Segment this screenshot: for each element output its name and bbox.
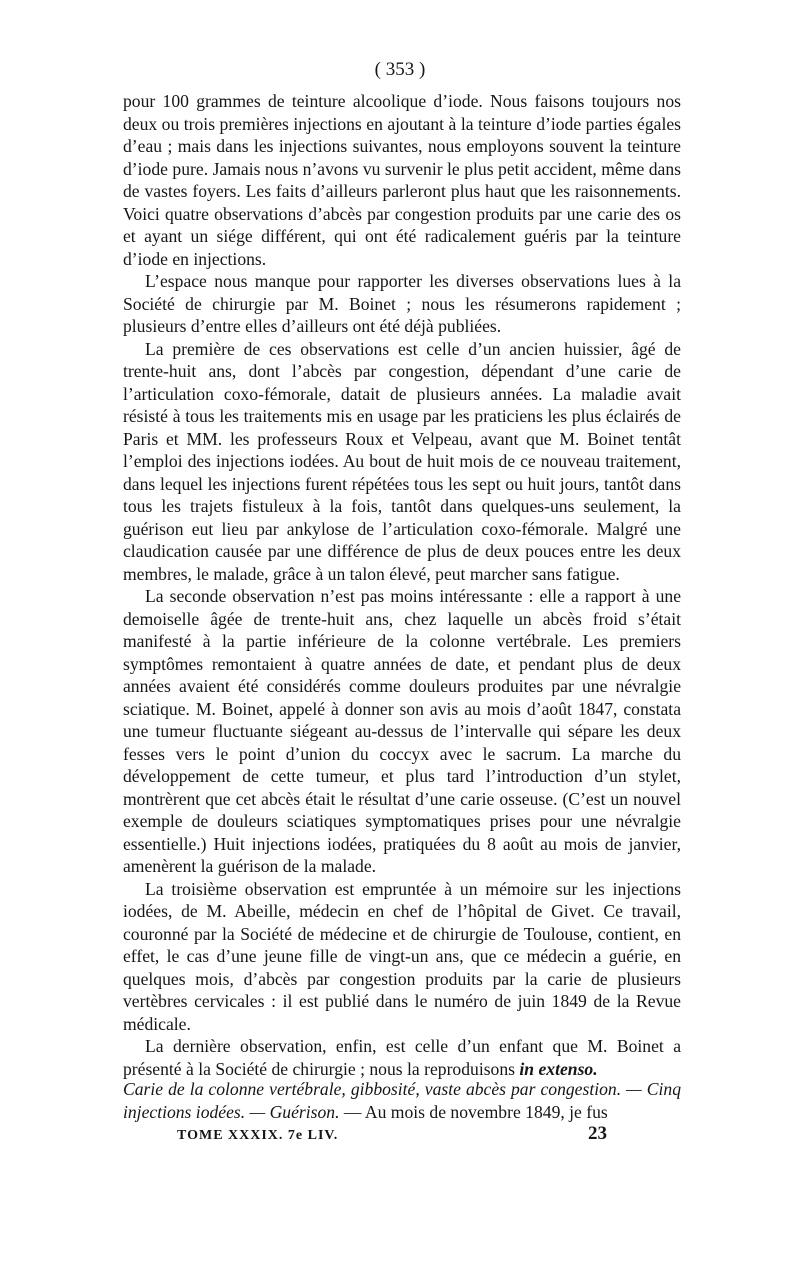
paragraph-last-text: La dernière observation, enfin, est celle d’un enfant que M. Boinet a présenté à la Société de chirurgie ; nous la reproduisons	[123, 1036, 681, 1079]
in-extenso-emphasis: in extenso.	[519, 1058, 598, 1079]
case-heading-title: Carie de la colonne vertébrale, gibbosité, vaste abcès par congestion. — Cinq injections iodées. — Guérison.	[123, 1079, 681, 1122]
page-footer	[177, 1123, 607, 1145]
paragraph-continuation: pour 100 grammes de teinture alcoolique d’iode. Nous faisons toujours nos deux ou trois premières injections en ajoutant à la teinture d’iode parties égales d’eau ; mais dans les injections suivantes, nous employons souvent la teinture d’iode pure. Jamais nous n’avons vu survenir le plus petit accident, même dans de vastes foyers. Les faits d’ailleurs parleront plus haut que les raisonnements. Voici quatre observations d’abcès par congestion produits par une carie des os et ayant un siége différent, qui ont été radicalement guéris par la teinture d’iode en injections.	[123, 91, 681, 269]
paragraph-espace: L’espace nous manque pour rapporter les diverses observations lues à la Société de chirurgie par M. Boinet ; nous les résumerons rapidement ; plusieurs d’entre elles d’ailleurs ont été déjà publiées.	[123, 271, 681, 336]
gathering-signature: 23	[588, 1123, 607, 1144]
body-text	[123, 90, 681, 1080]
case-heading	[123, 1078, 681, 1123]
case-heading-text: — Au mois de novembre 1849, je fus	[339, 1101, 608, 1122]
volume-signature: TOME XXXIX. 7e LIV.	[177, 1128, 339, 1143]
page-number: ( 353 )	[374, 59, 426, 80]
paragraph-last-observation	[123, 1035, 681, 1080]
paragraph-second-observation: La seconde observation n’est pas moins intéressante : elle a rapport à une demoiselle âgée de trente-huit ans, chez laquelle un abcès froid s’était manifesté à la partie inférieure de la colonne vertébrale. Les premiers symptômes remontaient à quatre années de date, et pendant plus de deux années avaient été considérés comme douleurs produites par une névralgie sciatique. M. Boinet, appelé à donner son avis au mois d’août 1847, constata une tumeur fluctuante siégeant au-dessus de l’intervalle qui sépare les deux fesses vers le point d’union du coccyx avec le sacrum. La marche du développement de cette tumeur, et plus tard l’introduction d’un stylet, montrèrent que cet abcès était le résultat d’une carie osseuse. (C’est un nouvel exemple de douleurs sciatiques symptomatiques prises pour une névralgie essentielle.) Huit injections iodées, pratiquées du 8 août au mois de janvier, amenèrent la guérison de la malade.	[123, 586, 681, 876]
paragraph-third-observation: La troisième observation est empruntée à un mémoire sur les injections iodées, de M. Abeille, médecin en chef de l’hôpital de Givet. Ce travail, couronné par la Société de médecine et de chirurgie de Toulouse, contient, en effet, le cas d’une jeune fille de vingt-un ans, que ce médecin a guérie, en quelques mois, d’abcès par congestion produits par la carie de plusieurs vertèbres cervicales : il est publié dans le numéro de juin 1849 de la Revue médicale.	[123, 878, 681, 1034]
paragraph-first-observation: La première de ces observations est celle d’un ancien huissier, âgé de trente-huit ans, dont l’abcès par congestion, dépendant d’une carie de l’articulation coxo-fémorale, datait de plusieurs années. La maladie avait résisté à tous les traitements mis en usage par les praticiens les plus éclairés de Paris et MM. les professeurs Roux et Velpeau, avant que M. Boinet tentât l’emploi des injections iodées. Au bout de huit mois de ce nouveau traitement, dans lequel les injections furent répétées tous les sept ou huit jours, tantôt dans tous les trajets fistuleux à la fois, tantôt dans quelques-uns seulement, la guérison eut lieu par ankylose de l’articulation coxo-fémorale. Malgré une claudication causée par une différence de plus de deux pouces entre les deux membres, le malade, grâce à un talon élevé, peut marcher sans fatigue.	[123, 338, 681, 584]
